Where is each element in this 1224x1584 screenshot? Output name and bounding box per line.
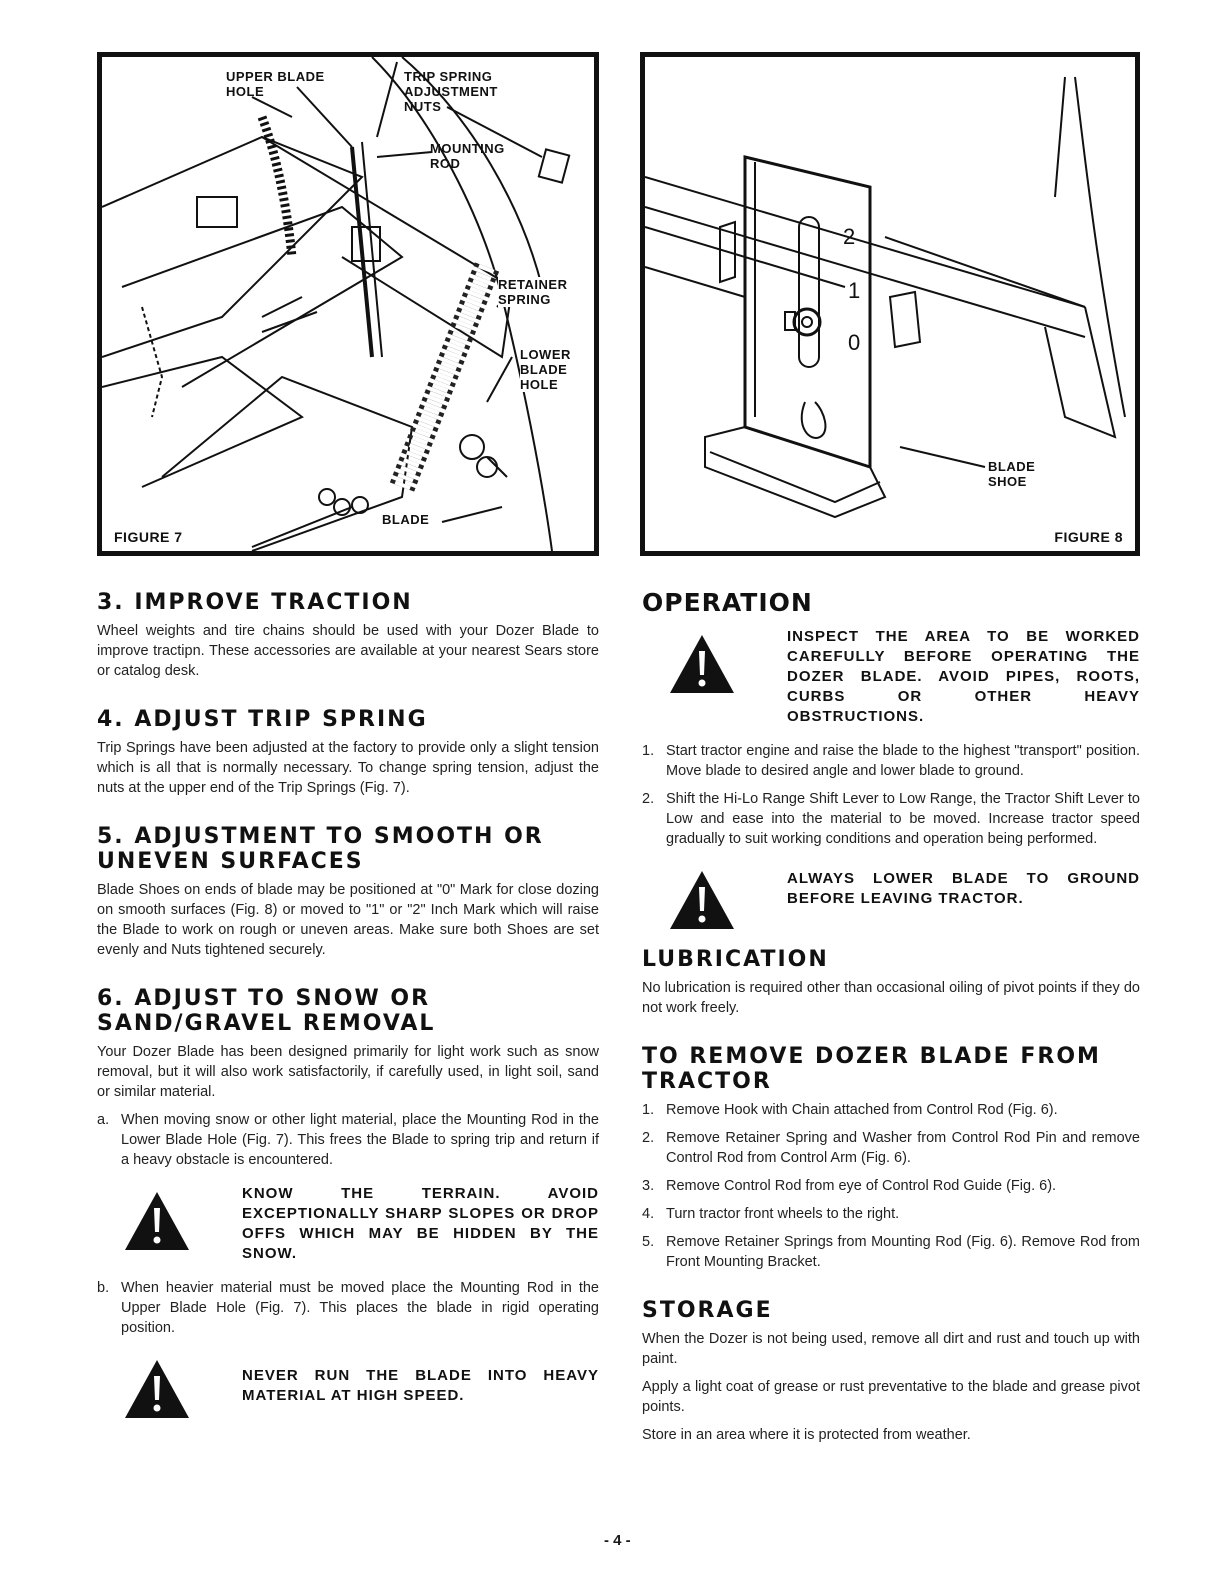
warning-inspect bbox=[642, 627, 1140, 727]
figure-8-illustration bbox=[645, 57, 1135, 551]
lower-blade-hole-callout: LOWER BLADE HOLE bbox=[520, 347, 571, 392]
section-snow-sand-removal bbox=[97, 986, 599, 1422]
operation-title: OPERATION bbox=[642, 588, 813, 617]
warning-inspect-text: INSPECT THE AREA TO BE WORKED CAREFULLY BEFORE OPERATING THE DOZER BLADE. AVOID PIPES, ROOTS, CURBS OR OTHER HEAVY OBSTRUCTIONS. bbox=[787, 628, 1140, 725]
warning-terrain-text: KNOW THE TERRAIN. AVOID EXCEPTIONALLY SHARP SLOPES OR DROP OFFS WHICH MAY BE HIDDEN BY THE SNOW. bbox=[242, 1185, 599, 1262]
item-marker: b. bbox=[97, 1280, 110, 1296]
item-a-text: When moving snow or other light material, place the Mounting Rod in the Lower Blade Hole (Fig. 7). This frees the Blade to spring trip and return if a heavy obstacle is encountered. bbox=[121, 1112, 599, 1168]
step-text: Remove Retainer Spring and Washer from Control Rod Pin and remove Control Rod from Control Arm (Fig. 6). bbox=[666, 1130, 1140, 1166]
step-number: 2. bbox=[642, 1130, 655, 1146]
item-b-text: When heavier material must be moved place the Mounting Rod in the Upper Blade Hole (Fig. 7). This places the blade in rigid operating position. bbox=[121, 1280, 599, 1336]
blade-shoe-callout: BLADE SHOE bbox=[988, 459, 1036, 489]
section-6-title: 6. ADJUST TO SNOW OR SAND/GRAVEL REMOVAL bbox=[97, 986, 436, 1036]
mounting-rod-callout: MOUNTING ROD bbox=[430, 141, 505, 171]
step-number: 2. bbox=[642, 791, 655, 807]
section-remove-blade bbox=[642, 1044, 1140, 1272]
section-storage bbox=[642, 1298, 1140, 1445]
storage-p2: Apply a light coat of grease or rust preventative to the blade and grease pivot points. bbox=[642, 1379, 1140, 1415]
list-item bbox=[642, 1176, 1140, 1196]
list-item bbox=[97, 1110, 599, 1170]
section-adjustment-surfaces bbox=[97, 824, 599, 960]
step-text: Start tractor engine and raise the blade to the highest "transport" position. Move blade to desired angle and lower blade to ground. bbox=[666, 743, 1140, 779]
section-5-title: 5. ADJUSTMENT TO SMOOTH OR UNEVEN SURFACES bbox=[97, 824, 544, 874]
step-number: 1. bbox=[642, 1102, 655, 1118]
warning-terrain bbox=[97, 1184, 599, 1264]
page-number: - 4 - bbox=[604, 1532, 631, 1549]
section-5-body: Blade Shoes on ends of blade may be positioned at "0" Mark for close dozing on smooth surfaces (Fig. 8) or moved to "1" or "2" Inch Mark which will raise the Blade to work on rough or uneven areas. Make sure both Shoes are set evenly and Nuts tightened securely. bbox=[97, 882, 599, 958]
list-item bbox=[642, 1100, 1140, 1120]
section-6-list bbox=[97, 1110, 599, 1170]
storage-p3: Store in an area where it is protected from weather. bbox=[642, 1427, 971, 1443]
step-text: Remove Control Rod from eye of Control Rod Guide (Fig. 6). bbox=[666, 1178, 1057, 1194]
section-6-body: Your Dozer Blade has been designed primarily for light work such as snow removal, but it will also work satisfactorily, if carefully used, in light soil, sand or similar material. bbox=[97, 1044, 599, 1100]
right-column bbox=[642, 590, 1140, 1445]
shoe-mark-0: 0 bbox=[848, 330, 861, 355]
warning-icon bbox=[668, 869, 736, 931]
step-number: 3. bbox=[642, 1178, 655, 1194]
lubrication-body: No lubrication is required other than occasional oiling of pivot points if they do not work freely. bbox=[642, 980, 1140, 1016]
upper-blade-hole-callout: UPPER BLADE HOLE bbox=[226, 69, 325, 99]
retainer-spring-callout: RETAINER SPRING bbox=[498, 277, 568, 307]
list-item bbox=[97, 1278, 599, 1338]
section-3-body: Wheel weights and tire chains should be used with your Dozer Blade to improve tractipn. These accessories are available at your nearest Sears store or catalog desk. bbox=[97, 623, 599, 679]
warning-icon bbox=[668, 633, 736, 695]
remove-steps bbox=[642, 1100, 1140, 1272]
list-item bbox=[642, 1204, 1140, 1224]
step-number: 4. bbox=[642, 1206, 655, 1222]
section-improve-traction bbox=[97, 590, 599, 681]
trip-spring-nuts-callout: TRIP SPRING ADJUSTMENT NUTS bbox=[404, 69, 498, 114]
section-4-body: Trip Springs have been adjusted at the factory to provide only a slight tension which is all that is normally necessary. To change spring tension, adjust the nuts at the upper end of the Trip Springs (Fig. 7). bbox=[97, 740, 599, 796]
list-item bbox=[642, 741, 1140, 781]
storage-p1: When the Dozer is not being used, remove all dirt and rust and touch up with paint. bbox=[642, 1331, 1140, 1367]
figure-7-label: FIGURE 7 bbox=[114, 529, 183, 545]
remove-title: TO REMOVE DOZER BLADE FROM TRACTOR bbox=[642, 1044, 1101, 1094]
left-column bbox=[97, 590, 599, 1436]
section-operation bbox=[642, 590, 1140, 933]
list-item bbox=[642, 1128, 1140, 1168]
warning-icon bbox=[123, 1190, 191, 1252]
figure-8-label: FIGURE 8 bbox=[1054, 529, 1123, 545]
figure-7 bbox=[97, 52, 599, 556]
warning-speed bbox=[97, 1352, 599, 1422]
warning-speed-text: NEVER RUN THE BLADE INTO HEAVY MATERIAL AT HIGH SPEED. bbox=[242, 1367, 599, 1404]
operation-steps bbox=[642, 741, 1140, 849]
section-6-list-b bbox=[97, 1278, 599, 1338]
section-4-title: 4. ADJUST TRIP SPRING bbox=[97, 707, 428, 732]
step-text: Turn tractor front wheels to the right. bbox=[666, 1206, 900, 1222]
section-3-title: 3. IMPROVE TRACTION bbox=[97, 590, 413, 615]
storage-title: STORAGE bbox=[642, 1298, 773, 1323]
warning-lower-blade bbox=[642, 863, 1140, 933]
step-text: Remove Retainer Springs from Mounting Rod (Fig. 6). Remove Rod from Front Mounting Bracket. bbox=[666, 1234, 1140, 1270]
warning-icon bbox=[123, 1358, 191, 1420]
section-lubrication bbox=[642, 947, 1140, 1018]
list-item bbox=[642, 1232, 1140, 1272]
item-marker: a. bbox=[97, 1112, 110, 1128]
step-number: 5. bbox=[642, 1234, 655, 1250]
warning-lower-blade-text: ALWAYS LOWER BLADE TO GROUND BEFORE LEAVING TRACTOR. bbox=[787, 870, 1140, 907]
list-item bbox=[642, 789, 1140, 849]
step-text: Remove Hook with Chain attached from Control Rod (Fig. 6). bbox=[666, 1102, 1058, 1118]
step-text: Shift the Hi-Lo Range Shift Lever to Low Range, the Tractor Shift Lever to Low and ease into the material to be moved. Increase tractor speed gradually to suit working conditions and operation being performed. bbox=[666, 791, 1140, 847]
section-adjust-trip-spring bbox=[97, 707, 599, 798]
lubrication-title: LUBRICATION bbox=[642, 947, 829, 972]
shoe-mark-2: 2 bbox=[843, 224, 856, 249]
blade-callout: BLADE bbox=[382, 512, 430, 527]
figure-8 bbox=[640, 52, 1140, 556]
step-number: 1. bbox=[642, 743, 655, 759]
shoe-mark-1: 1 bbox=[848, 278, 861, 303]
